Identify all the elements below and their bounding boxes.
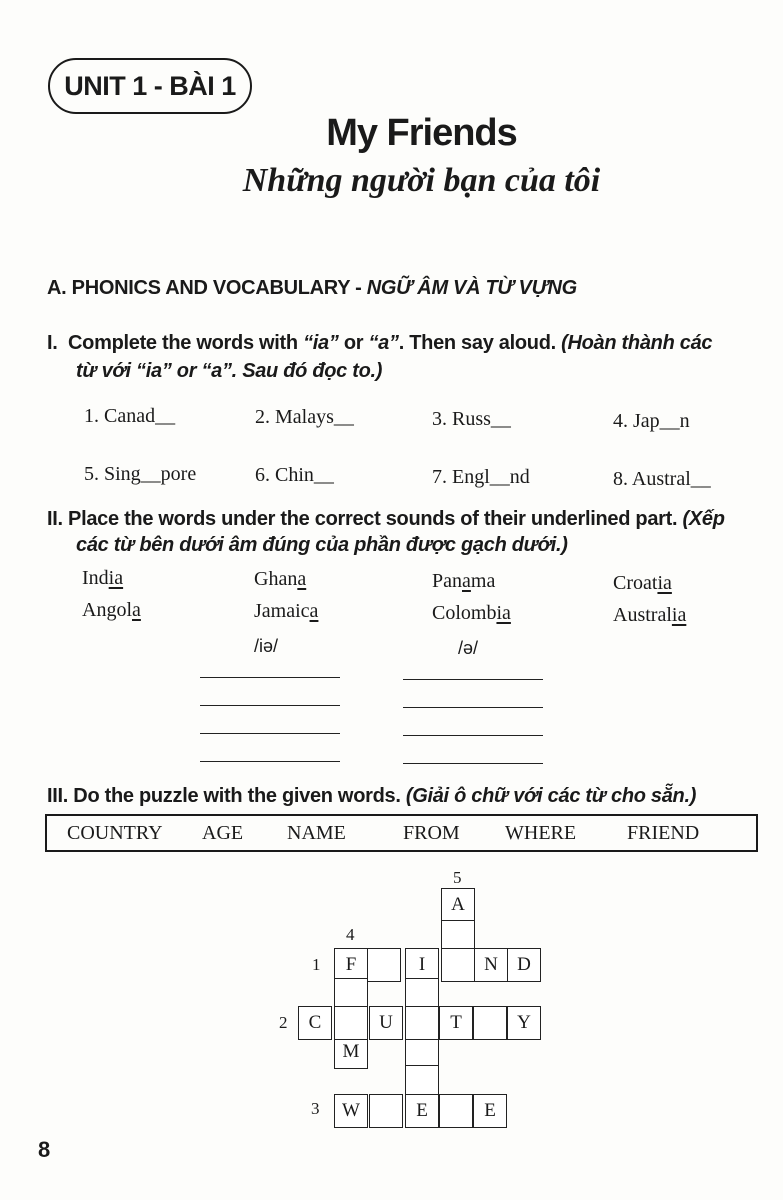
exercise-2-vi-start: (Xếp bbox=[682, 508, 725, 530]
clue-number-4: 4 bbox=[346, 925, 355, 944]
word-bank-item: WHERE bbox=[505, 822, 577, 844]
exercise-2-text: Place the words under the correct sounds of their underlined part. bbox=[68, 508, 683, 530]
crossword-cell[interactable] bbox=[334, 1006, 368, 1040]
word-bank-item: FROM bbox=[403, 822, 460, 844]
list-item: 1. Canad__ bbox=[84, 405, 176, 427]
list-item: 5. Sing__pore bbox=[84, 463, 197, 485]
crossword-cell[interactable]: C bbox=[298, 1006, 332, 1040]
word-bank-item: NAME bbox=[287, 822, 346, 844]
exercise-1-instruction bbox=[47, 328, 712, 358]
exercise-1-or: or bbox=[338, 332, 369, 354]
exercise-1-ia: “ia” bbox=[303, 332, 339, 354]
crossword-cell[interactable] bbox=[369, 1094, 403, 1128]
answer-blank[interactable] bbox=[403, 679, 543, 680]
crossword-cell[interactable]: I bbox=[405, 948, 439, 982]
crossword-cell[interactable] bbox=[405, 1035, 439, 1069]
page-subtitle: Những người bạn của tôi bbox=[242, 162, 601, 199]
exercise-1-say: . Then say aloud. bbox=[398, 332, 562, 354]
word-bank-item: AGE bbox=[202, 822, 244, 844]
page-title: My Friends bbox=[326, 112, 517, 154]
exercise-1-a: “a” bbox=[368, 332, 399, 354]
answer-blank[interactable] bbox=[403, 735, 543, 736]
word-ghana: Ghana bbox=[254, 568, 307, 590]
exercise-3-text: Do the puzzle with the given words. bbox=[73, 785, 406, 807]
clue-number-2: 2 bbox=[279, 1013, 288, 1032]
unit-badge: UNIT 1 - BÀI 1 bbox=[48, 58, 252, 114]
crossword-cell[interactable] bbox=[441, 948, 475, 982]
sound-ia-label: /iə/ bbox=[254, 636, 279, 656]
exercise-3-number: III. bbox=[47, 785, 69, 807]
exercise-1-vi-start: (Hoàn thành các bbox=[561, 332, 713, 354]
list-item: 7. Engl__nd bbox=[432, 466, 530, 488]
list-item: 2. Malays__ bbox=[255, 406, 354, 428]
word-angola: Angola bbox=[82, 599, 141, 621]
clue-number-3: 3 bbox=[311, 1099, 320, 1118]
word-bank-item: FRIEND bbox=[627, 822, 700, 844]
section-heading bbox=[47, 277, 577, 300]
word-jamaica: Jamaica bbox=[254, 600, 319, 622]
exercise-1-instruction-line2 bbox=[76, 356, 382, 386]
word-australia: Australia bbox=[613, 604, 687, 626]
crossword-cell[interactable]: N bbox=[474, 948, 508, 982]
crossword-cell[interactable] bbox=[439, 1094, 473, 1128]
crossword-cell[interactable]: W bbox=[334, 1094, 368, 1128]
list-item: 4. Jap__n bbox=[613, 410, 690, 432]
sound-schwa-label: /ə/ bbox=[458, 638, 479, 658]
crossword-cell[interactable]: U bbox=[369, 1006, 403, 1040]
word-panama: Panama bbox=[432, 570, 496, 592]
exercise-1-text: Complete the words with bbox=[68, 332, 304, 354]
list-item: 8. Austral__ bbox=[613, 468, 711, 490]
answer-blank[interactable] bbox=[200, 705, 340, 706]
exercise-1-number: I. bbox=[47, 332, 58, 354]
exercise-2-vi-end: các từ bên dưới âm đúng của phần được gạch dưới.) bbox=[76, 534, 568, 556]
crossword-cell[interactable]: A bbox=[441, 888, 475, 922]
crossword-cell[interactable]: D bbox=[507, 948, 541, 982]
section-label: A. PHONICS AND VOCABULARY - bbox=[47, 277, 367, 299]
crossword-cell[interactable]: E bbox=[473, 1094, 507, 1128]
crossword-cell[interactable] bbox=[473, 1006, 507, 1040]
exercise-3-vi: (Giải ô chữ với các từ cho sẵn.) bbox=[405, 785, 697, 807]
list-item: 3. Russ__ bbox=[432, 408, 511, 430]
page-number: 8 bbox=[38, 1137, 51, 1162]
answer-blank[interactable] bbox=[200, 733, 340, 734]
clue-number-1: 1 bbox=[312, 955, 321, 974]
word-bank bbox=[45, 814, 758, 852]
word-bank-item: COUNTRY bbox=[67, 822, 163, 844]
crossword-cell[interactable] bbox=[405, 1006, 439, 1040]
crossword-cell[interactable]: E bbox=[405, 1094, 439, 1128]
section-label-vi: NGỮ ÂM VÀ TỪ VỰNG bbox=[366, 277, 577, 299]
answer-blank[interactable] bbox=[403, 763, 543, 764]
word-croatia: Croatia bbox=[613, 572, 672, 594]
crossword-cell[interactable] bbox=[367, 948, 401, 982]
answer-blank[interactable] bbox=[403, 707, 543, 708]
crossword-cell[interactable]: Y bbox=[507, 1006, 541, 1040]
exercise-3-instruction bbox=[47, 781, 696, 811]
answer-blank[interactable] bbox=[200, 761, 340, 762]
word-colombia: Colombia bbox=[432, 602, 511, 624]
exercise-1-vi-end: từ với “ia” or “a”. Sau đó đọc to.) bbox=[76, 360, 383, 382]
answer-blank[interactable] bbox=[200, 677, 340, 678]
exercise-2-instruction-line2 bbox=[76, 530, 568, 560]
clue-number-5: 5 bbox=[453, 868, 462, 887]
crossword-cell[interactable]: T bbox=[439, 1006, 473, 1040]
exercise-2-number: II. bbox=[47, 508, 63, 530]
list-item: 6. Chin__ bbox=[255, 464, 334, 486]
crossword-cell[interactable]: F bbox=[334, 948, 368, 982]
word-india: India bbox=[82, 567, 124, 589]
crossword-cell[interactable]: M bbox=[334, 1035, 368, 1069]
